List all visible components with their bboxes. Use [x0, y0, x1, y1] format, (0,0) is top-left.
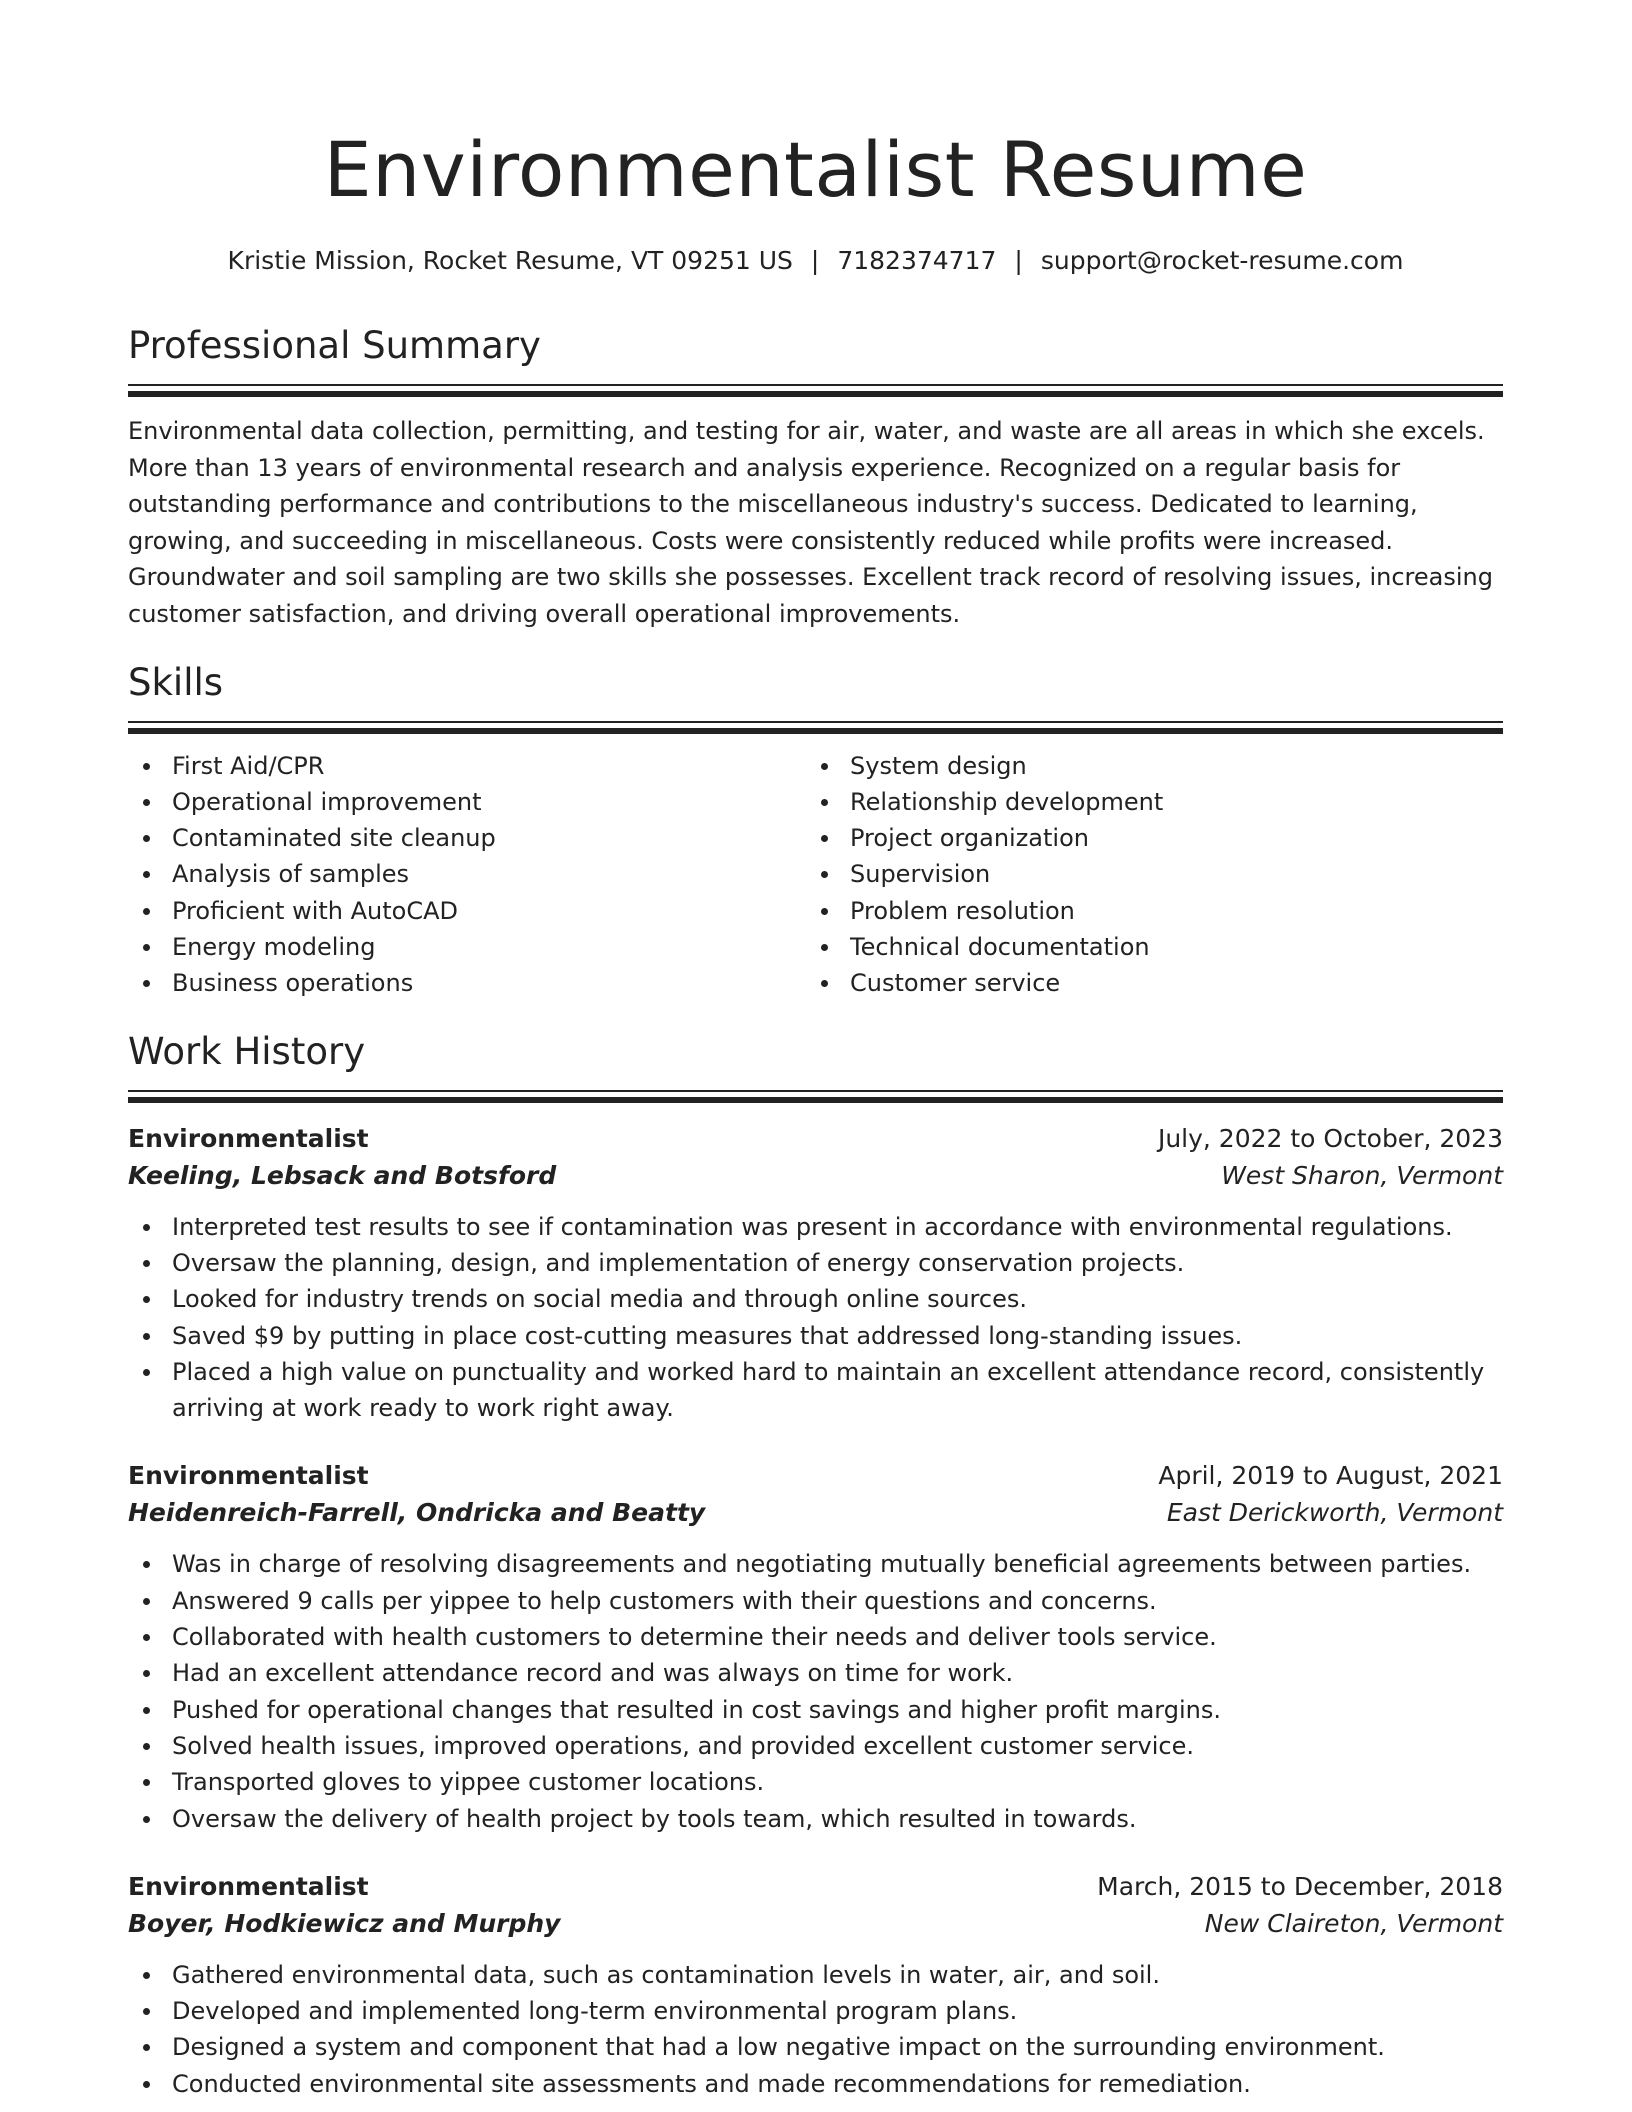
job-bullet: Conducted environmental site assessments and made recommendations for remediation.	[128, 2066, 1503, 2102]
job-dates: March, 2015 to December, 2018	[1097, 1871, 1503, 1901]
job-dates: April, 2019 to August, 2021	[1158, 1461, 1503, 1491]
skills-list-left	[128, 748, 806, 1002]
skill-item: Project organization	[806, 820, 1163, 856]
skill-item: Customer service	[806, 965, 1163, 1001]
resume-title: Environmentalist Resume	[323, 125, 1308, 214]
job-location: East Derickworth, Vermont	[1166, 1498, 1503, 1528]
job-bullet-list	[128, 1209, 1503, 1427]
skills-grid	[128, 748, 1503, 1002]
job-bullet: Collaborated with health customers to determine their needs and deliver tools service.	[128, 1619, 1503, 1655]
job-subheader	[128, 1157, 1503, 1195]
job-bullet: Looked for industry trends on social media and through online sources.	[128, 1281, 1503, 1317]
job-title: Environmentalist	[128, 1461, 369, 1491]
skill-item: Relationship development	[806, 784, 1163, 820]
skill-item: System design	[806, 748, 1163, 784]
job-bullet: Answered 9 calls per yippee to help customers with their questions and concerns.	[128, 1583, 1503, 1619]
skill-item: Energy modeling	[128, 929, 806, 965]
skill-item: First Aid/CPR	[128, 748, 806, 784]
skill-item: Analysis of samples	[128, 856, 806, 892]
skills-section	[128, 659, 1503, 1002]
work-history-heading: Work History	[128, 1029, 366, 1073]
job-entry	[128, 1121, 1503, 1427]
contact-phone: 7182374717	[837, 246, 997, 275]
skill-item: Proficient with AutoCAD	[128, 893, 806, 929]
job-bullet: Was in charge of resolving disagreements and negotiating mutually beneficial agreements between parties.	[128, 1546, 1503, 1582]
job-bullet: Solved health issues, improved operations, and provided excellent customer service.	[128, 1728, 1503, 1764]
job-header	[128, 1869, 1503, 1905]
job-company: Keeling, Lebsack and Botsford	[128, 1160, 557, 1190]
job-title: Environmentalist	[128, 1871, 369, 1901]
skills-heading: Skills	[128, 660, 224, 704]
summary-text: Environmental data collection, permitting, and testing for air, water, and waste are all areas in which she excels. More than 13 years of environmental research and analysis experience. Recognized on a regular basis for outstanding performance and contributions to the miscellaneous industry's success. Dedicated to learning, growing, and succeeding in miscellaneous. Costs were consistently reduced while profits were increased. Groundwater and soil sampling are two skills she possesses. Excellent track record of resolving issues, increasing customer satisfaction, and driving overall operational improvements.	[128, 417, 1493, 628]
job-bullet: Developed and implemented long-term environmental program plans.	[128, 1993, 1503, 2029]
job-company: Heidenreich-Farrell, Ondricka and Beatty	[128, 1498, 706, 1528]
job-bullet: Oversaw the delivery of health project by tools team, which resulted in towards.	[128, 1801, 1503, 1837]
job-bullet: Placed a high value on punctuality and worked hard to maintain an excellent attendance record, consistently arriving at work ready to work right away.	[128, 1354, 1503, 1427]
job-location: New Claireton, Vermont	[1204, 1908, 1503, 1938]
skill-item: Problem resolution	[806, 893, 1163, 929]
skill-item: Operational improvement	[128, 784, 806, 820]
work-history-section	[128, 1028, 1503, 2102]
contact-line	[128, 244, 1503, 278]
summary-heading: Professional Summary	[128, 324, 541, 367]
skill-item: Supervision	[806, 856, 1163, 892]
skill-item: Contaminated site cleanup	[128, 820, 806, 856]
section-divider	[128, 1090, 1503, 1103]
job-bullet: Interpreted test results to see if contamination was present in accordance with environmental regulations.	[128, 1209, 1503, 1245]
job-entry	[128, 1458, 1503, 1836]
job-bullet: Saved $9 by putting in place cost-cutting measures that addressed long-standing issues.	[128, 1318, 1503, 1354]
job-company: Boyer, Hodkiewicz and Murphy	[128, 1908, 561, 1938]
job-entry	[128, 1869, 1503, 2102]
contact-email: support@rocket-resume.com	[1040, 246, 1404, 275]
job-header	[128, 1458, 1503, 1494]
skill-item: Technical documentation	[806, 929, 1163, 965]
summary-section	[128, 322, 1503, 633]
contact-separator: |	[810, 246, 820, 275]
skills-list-right	[806, 748, 1163, 1002]
job-bullet: Gathered environmental data, such as contamination levels in water, air, and soil.	[128, 1957, 1503, 1993]
job-location: West Sharon, Vermont	[1221, 1160, 1503, 1190]
job-title: Environmentalist	[128, 1123, 369, 1153]
job-bullet: Oversaw the planning, design, and implementation of energy conservation projects.	[128, 1245, 1503, 1281]
section-divider	[128, 721, 1503, 734]
contact-address: Kristie Mission, Rocket Resume, VT 09251 US	[227, 246, 793, 275]
section-divider	[128, 384, 1503, 397]
job-bullet: Pushed for operational changes that resulted in cost savings and higher profit margins.	[128, 1692, 1503, 1728]
job-bullet: Transported gloves to yippee customer locations.	[128, 1764, 1503, 1800]
job-subheader	[128, 1905, 1503, 1943]
job-subheader	[128, 1494, 1503, 1532]
job-dates: July, 2022 to October, 2023	[1157, 1123, 1503, 1153]
job-bullet-list	[128, 1546, 1503, 1836]
contact-separator: |	[1014, 246, 1023, 275]
skill-item: Business operations	[128, 965, 806, 1001]
job-bullet-list	[128, 1957, 1503, 2102]
job-header	[128, 1121, 1503, 1157]
job-bullet: Had an excellent attendance record and was always on time for work.	[128, 1655, 1503, 1691]
job-bullet: Designed a system and component that had a low negative impact on the surrounding environment.	[128, 2029, 1503, 2065]
